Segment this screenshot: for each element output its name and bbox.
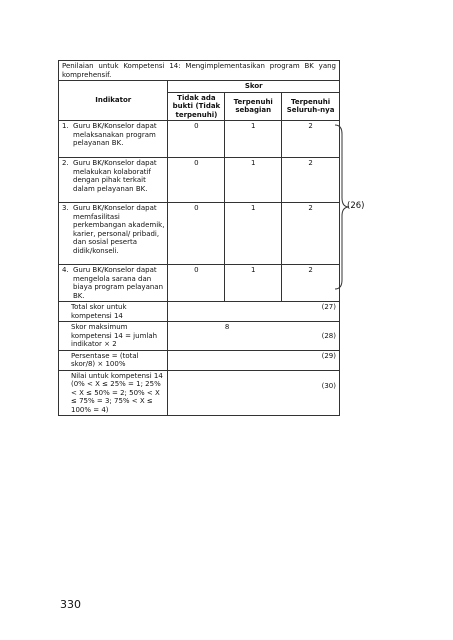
score-cell: 1 — [225, 121, 282, 158]
table-row — [59, 203, 340, 265]
summary-label: Nilai untuk kompetensi 14 (0% < X ≤ 25% = 1; 25% < X ≤ 50% = 2; 50% < X ≤ 75% = 3; 75% < X ≤ 100% = 4) — [59, 370, 168, 416]
score-cell: 2 — [282, 158, 340, 203]
score-cell: 0 — [168, 121, 225, 158]
summary-label: Total skor untuk kompetensi 14 — [59, 302, 168, 322]
assessment-table — [58, 60, 340, 416]
table-caption: Penilaian untuk Kompetensi 14: Mengimplementasikan program BK yang komprehensif. — [59, 61, 340, 81]
indicator-text: Guru BK/Konselor dapat memfasilitasi perkembangan akademik, karier, personal/ pribadi, dan sosial peserta didik/konseli. — [73, 204, 165, 255]
summary-value — [168, 302, 225, 322]
summary-row — [59, 302, 340, 322]
table-row — [59, 265, 340, 302]
page-number: 330 — [60, 598, 81, 611]
table-row — [59, 158, 340, 203]
indicator-text: Guru BK/Konselor dapat melaksanakan program pelayanan BK. — [73, 122, 157, 147]
indicator-number: 4. — [62, 266, 69, 274]
score-cell: 1 — [225, 265, 282, 302]
header-tidak-ada: Tidak ada bukti (Tidak terpenuhi) — [168, 92, 225, 121]
header-seluruhnya: Terpenuhi Seluruh-nya — [282, 92, 340, 121]
table-row — [59, 121, 340, 158]
summary-label: Persentase = (total skor/8) × 100% — [59, 350, 168, 370]
score-cell: 1 — [225, 203, 282, 265]
summary-row — [59, 350, 340, 370]
summary-code: (27) — [282, 302, 340, 322]
score-cell: 2 — [282, 265, 340, 302]
score-cell: 0 — [168, 203, 225, 265]
summary-value: 8 — [225, 322, 282, 351]
header-indikator: Indikator — [59, 81, 168, 121]
summary-label: Skor maksimum kompetensi 14 = jumlah indikator × 2 — [59, 322, 168, 351]
header-skor: Skor — [168, 81, 340, 93]
summary-value — [168, 350, 225, 370]
indicator-text: Guru BK/Konselor dapat mengelola sarana dan biaya program pelayanan BK. — [73, 266, 164, 300]
score-cell: 2 — [282, 121, 340, 158]
score-cell: 1 — [225, 158, 282, 203]
summary-value — [168, 370, 225, 416]
indicator-text: Guru BK/Konselor dapat melakukan kolaboratif dengan pihak terkait dalam pelayanan BK. — [73, 159, 157, 193]
summary-code: (29) — [282, 350, 340, 370]
summary-code: (28) — [282, 322, 340, 351]
summary-row — [59, 370, 340, 416]
summary-row — [59, 322, 340, 351]
score-cell: 0 — [168, 158, 225, 203]
score-cell: 2 — [282, 203, 340, 265]
score-cell: 0 — [168, 265, 225, 302]
summary-code: (30) — [282, 370, 340, 416]
brace-label: (26) — [347, 201, 365, 211]
indicator-number: 3. — [62, 204, 69, 212]
indicator-number: 2. — [62, 159, 69, 167]
indicator-number: 1. — [62, 122, 69, 130]
header-sebagian: Terpenuhi sebagian — [225, 92, 282, 121]
